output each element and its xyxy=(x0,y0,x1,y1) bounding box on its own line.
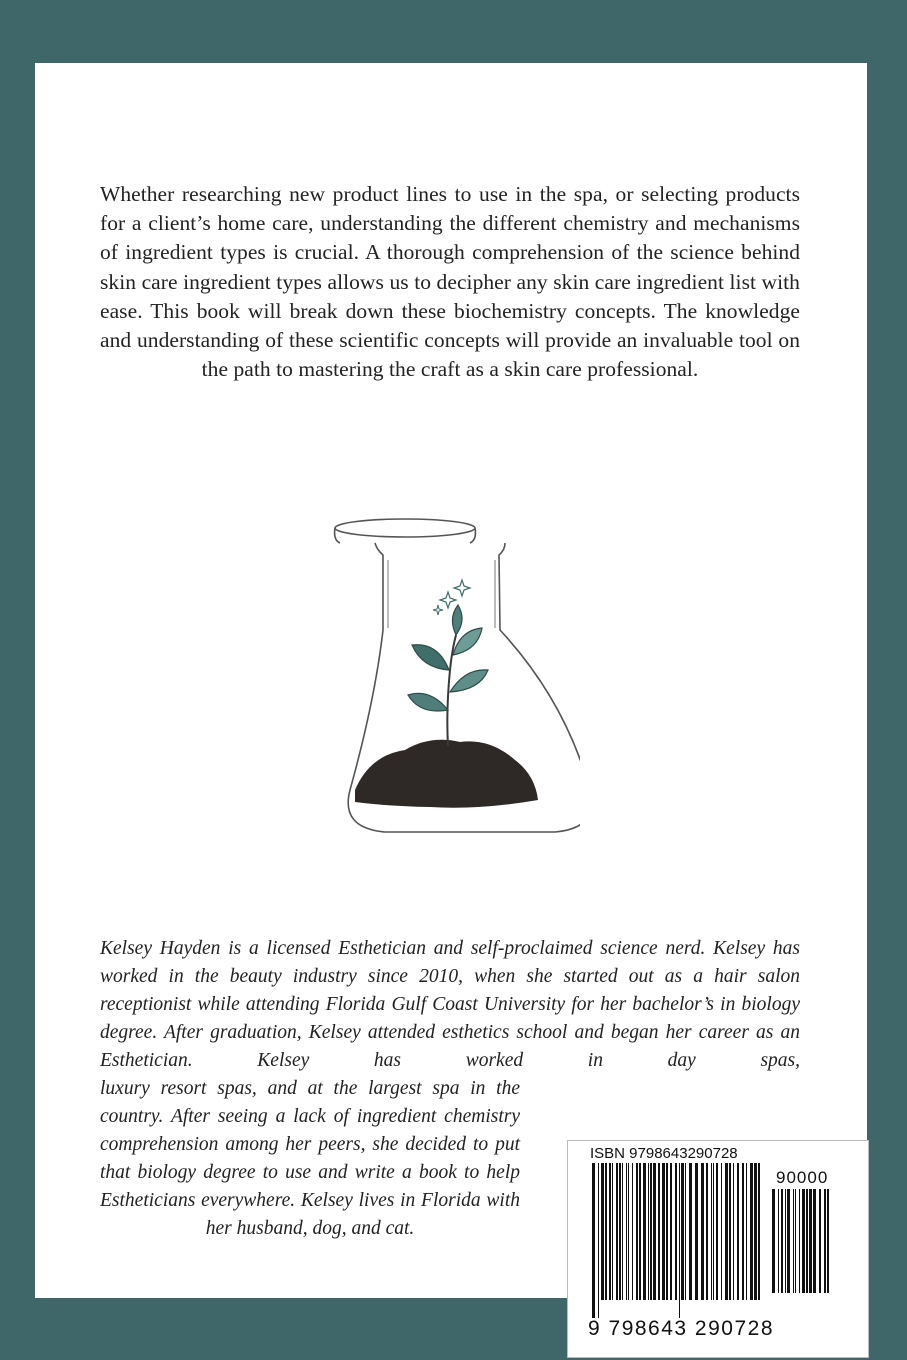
barcode-bar xyxy=(737,1163,739,1300)
barcode-bar xyxy=(772,1189,775,1293)
barcode-bar xyxy=(666,1163,668,1300)
barcode-bar xyxy=(695,1163,698,1300)
barcode-bar xyxy=(701,1163,704,1300)
barcode-bar xyxy=(716,1163,718,1300)
barcode-bar xyxy=(612,1163,613,1300)
barcode-bar xyxy=(733,1163,734,1300)
barcode-bar xyxy=(679,1163,680,1318)
barcode-bar xyxy=(622,1163,623,1300)
barcode-bar xyxy=(795,1189,796,1293)
barcode-bar xyxy=(824,1189,826,1293)
barcode-bar xyxy=(592,1163,595,1318)
barcode-bar xyxy=(758,1163,760,1300)
barcode-bar xyxy=(750,1163,753,1300)
barcode-bar xyxy=(609,1163,611,1300)
isbn-barcode-box xyxy=(567,1140,869,1358)
barcode-bar xyxy=(819,1189,821,1293)
barcode-bar xyxy=(619,1163,621,1300)
barcode-bar xyxy=(643,1163,646,1300)
barcode-bars xyxy=(592,1163,764,1318)
barcode-bar xyxy=(605,1163,607,1300)
barcode-bar xyxy=(650,1163,652,1300)
barcode-bar xyxy=(746,1163,747,1300)
isbn-digits: 9 798643 290728 xyxy=(588,1317,774,1340)
price-code: 90000 xyxy=(776,1168,829,1187)
barcode-bar xyxy=(685,1163,686,1300)
barcode-bar xyxy=(628,1163,629,1300)
barcode-bar xyxy=(725,1163,728,1300)
barcode-bar xyxy=(799,1189,800,1293)
barcode-bar xyxy=(675,1163,677,1300)
isbn-label: ISBN 9798643290728 xyxy=(590,1145,738,1162)
barcode-bar xyxy=(601,1163,604,1300)
barcode-bar xyxy=(616,1163,618,1300)
barcode-bar xyxy=(648,1163,649,1300)
barcode-bar xyxy=(729,1163,731,1300)
barcode-bar xyxy=(598,1163,599,1318)
barcode-bar xyxy=(670,1163,672,1300)
barcode-bar xyxy=(793,1189,794,1293)
barcode-bar xyxy=(653,1163,656,1300)
barcode-bar xyxy=(632,1163,633,1300)
barcode-bar xyxy=(658,1163,660,1300)
barcode-bar xyxy=(827,1189,829,1293)
barcode-bar xyxy=(754,1163,757,1300)
barcode-bar xyxy=(706,1163,708,1300)
author-bio-bottom: luxury resort spas, and at the largest spa in the country. After seeing a lack of ingredient chemistry comprehension among her peers, she decided to put that biology degree to use and write a book to help Estheticians everywhere. Kelsey lives in Florida with her husband, dog, and cat. xyxy=(100,1078,520,1239)
flask-with-seedling-icon xyxy=(330,510,580,840)
book-blurb: Whether researching new product lines to use in the spa, or selecting products for a client’s home care, understanding the different chemistry and mechanisms of ingredient types is crucial. A thorough comprehension of the science behind skin care ingredient types allows us to decipher any skin care ingredient list with ease. This book will break down these biochemistry concepts. The knowledge and understanding of these scientific concepts will provide an invaluable tool on the path to mastering the craft as a skin care professional. xyxy=(100,182,800,382)
barcode-bar xyxy=(809,1189,812,1293)
barcode-bar xyxy=(713,1163,714,1300)
barcode-bar xyxy=(681,1163,684,1300)
price-barcode-bars xyxy=(772,1189,830,1311)
barcode-bar xyxy=(662,1163,665,1300)
barcode-bar xyxy=(626,1163,627,1300)
barcode-bar xyxy=(813,1189,816,1293)
barcode-bar xyxy=(711,1163,712,1300)
barcode-bar xyxy=(742,1163,744,1300)
barcode-bar xyxy=(639,1163,641,1300)
barcode-bar xyxy=(781,1189,783,1293)
barcode-bar xyxy=(636,1163,638,1300)
barcode-bar xyxy=(778,1189,779,1293)
barcode-bar xyxy=(806,1189,808,1293)
barcode-bar xyxy=(802,1189,805,1293)
author-bio-top: Kelsey Hayden is a licensed Esthetician and self-proclaimed science nerd. Kelsey has worked in the beauty industry since 2010, when she started out as a hair salon receptionist while attending Florida Gulf Coast University for her bachelor’s in biology degree. After graduation, Kelsey attended esthetics school and began her career as an Esthetician. Kelsey has worked in day spas, xyxy=(100,938,800,1071)
barcode-bar xyxy=(689,1163,692,1300)
barcode-bar xyxy=(785,1189,786,1293)
barcode-bar xyxy=(721,1163,722,1300)
barcode-bar xyxy=(787,1189,790,1293)
